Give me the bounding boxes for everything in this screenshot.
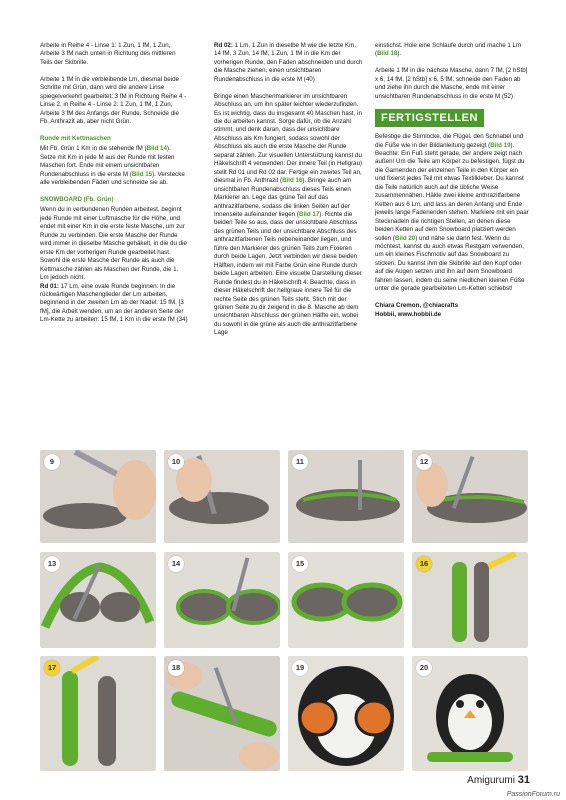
step-photo-19 (288, 656, 404, 771)
section-heading-snowboard: SNOWBOARD (Fb. Grün) (40, 195, 114, 203)
step-photo-13 (40, 552, 156, 648)
step-number-badge: 20 (416, 660, 432, 676)
step-number-badge: 18 (168, 660, 184, 676)
step-number-badge: 10 (168, 454, 184, 470)
paragraph: einstichst. Hole eine Schlaufe durch und mache 1 Lm (Bild 18). (375, 42, 522, 58)
step-number-badge: 15 (292, 556, 308, 572)
figure-ref: Bild 20 (394, 234, 416, 242)
step-photo-12 (412, 450, 528, 543)
figure-ref: Bild 17 (298, 211, 320, 218)
paragraph: Befestige die Stirnlocke, die Flügel, den Schnabel und die Füße wie in der Bildanleitung gezeigt (Bild 19). Beachte: Ein Fuß steht gerade, der andere zeigt nach außen! Um die Teile am Körper zu befestigen, fügst du die Garnenden der einzelnen Teile in den Körper ein und fixierst jedes Teil mit etwas Textilkleber. Du kannst die Teile natürlich auch auf die übliche Weise zusammennähen. Häkle zwei kleine anthrazitfarbene Ketten aus 6 Lm, und lass an deren Anfang und Ende jeweils lange Fadenenden stehen. Markiere mit ein paar Stecknadeln die richtigen Stellen, an denen diese beiden Ketten auf dem Snowboard platziert werden sollen (Bild 20) und nähe sie dann fest. Wenn du möchtest, kannst du auch etwas Restgarn verwenden, um ein kleines Fischmotiv auf das Snowboard zu sticken. Du kannst ihm die Skibrille auf den Kopf oder auf die Augen setzen und ihn auf dem Snowboard fahren lassen, indem du seine niedlichen kleinen Füße unter die gerade gearbeiteten Lm-Ketten schiebst! (375, 133, 529, 293)
step-photo-11 (288, 450, 404, 543)
paragraph: Rd 02: 1 Lm, 1 Zun in dieselbe M wie die letzte Km, 14 fM, 3 Zun, 14 fM, 1 Zun, 1 fM in die Km der vorherigen Runde, den Faden abschneiden und durch die Masche ziehen, einen unsichtbaren Rundenabschluss in die erste M (40) (214, 42, 363, 83)
step-number-badge: 17 (44, 660, 60, 676)
column-3 (375, 42, 529, 319)
watermark: PassionForum.ru (506, 791, 560, 798)
author-credit: Chiara Cremon, @chiacrafts (375, 302, 459, 310)
paragraph: Arbeite 1 fM in die nächste Masche, dann 7 fM, [2 hStb] x 6, 14 fM, [2 hStb] x 6, 5 fM, schneide den Faden ab und ziehe ihn durch die Masche, ende mit einer unsichtbaren Rundenabschluss in die erste M (52) (375, 67, 528, 100)
step-photo-10 (164, 450, 280, 543)
figure-ref: Bild 18 (377, 50, 398, 58)
source-credit: Hobbii, www.hobbii.de (375, 310, 442, 318)
step-number-badge: 16 (416, 556, 432, 572)
section-heading-fertigstellen: FERTIGSTELLEN (375, 109, 484, 127)
step-number-badge: 9 (44, 454, 60, 470)
step-photo-20 (412, 656, 528, 771)
step-photo-9 (40, 450, 156, 543)
figure-ref: Bild 19 (490, 141, 511, 149)
step-number-badge: 14 (168, 556, 184, 572)
paragraph: Arbeite in Reihe 4 - Linse 1: 1 Zun, 1 fM, 1 Zun, Arbeite 3 fM nach unten in Richtung des mittleren Teils der Skibrille. (40, 42, 176, 66)
section-heading-kettmaschen: Runde mit Kettmaschen (40, 134, 111, 142)
paragraph: Arbeite 1 fM in die verbleibende Lm, diesmal beide Schritte mit Grün, dann wird die andere Linse spiegelverkehrt gearbeitet: 3 fM in Richtung Reihe 4 - Linse 2, in Reihe 4 - Linse 2: 1 Zun, 1 fM, 1 Zun, Arbeite 3 fM des Anfangs der Runde. Schneide die Fb. Anthrazit ab, aber nicht Grün. (40, 75, 187, 126)
step-photo-14 (164, 552, 280, 648)
step-photo-17 (40, 656, 156, 771)
step-photo-18 (164, 656, 280, 771)
page-number: 31 (517, 774, 530, 786)
figure-ref: Bild 15 (131, 170, 153, 178)
page-footer (467, 774, 530, 786)
step-number-badge: 13 (44, 556, 60, 572)
paragraph: Bringe einen Maschenmarkierer im unsichtbaren Abschluss an, um ihn später leichter wiederzufinden. Es ist wichtig, dass du insgesamt 40 Maschen hast, in die du arbeiten kannst. Sorge dafür, ob die Anzahl stimmt, und denk daran, dass der unsichtbare Abschluss als Km fungiert, sodass sowohl der Abschluss als auch die erste Masche der Runde separat zählen. Zur visuellen Unterstützung kannst du Häkelschrift 4 verwenden: Der innere Teil (in Hellgrau) stellt Rd 01 und Rd 02 dar. Fertige ein zweites Teil an, diesmal in Fb. Anthrazit (Bild 16). Bringe auch am unsichtbaren Rundenabschluss dieses Teils einen Markierer an. Lege das grüne Teil auf das anthrazitfarbene, sodass die linken Seiten auf der Innenseite aufeinander liegen (Bild 17). Richte die beiden Teile so aus, dass der unsichtbare Abschluss des grünen Teils und der unsichtbare Abschluss des anthrazitfarbenen Teils nebeneinander liegen, und führe den Markierer des grünen Teils zum Fixieren durch beide Lagen. Jetzt verbinden wir diese beiden Hälften, indem wir mit Farbe Grün eine Runde durch beide Lagen arbeiten. Eine visuelle Darstellung dieser Runde findest du in Häkelschrift 4: Beachte, dass in dieser Häkelschrift der hellgraue innere Teil für die rechte Seite des grünen Teils steht. Stich mit der grünen Seite zu dir zeigend in die 8. Masche ab dem unsichtbaren Abschluss der grünen Hälfte ein, wobei du sowohl in die grüne als auch die anthrazitfarbene Lage (214, 92, 363, 337)
column-2 (214, 42, 364, 346)
figure-ref: Bild 16 (282, 177, 303, 185)
paragraph: Mit Fb. Grün 1 Km in die stehende fM (Bild 14). Setze mit Km in jede M aus der Runde mit festen Maschen fort. Ende mit einem unsichtbaren Rundenabschluss in die erste M (Bild 15). Verstecke alle verbleibenden Fäden und schneide sie ab. (40, 145, 185, 187)
magazine-name: Amigurumi (467, 775, 515, 786)
photo-grid (40, 450, 530, 780)
figure-ref: Bild 14 (146, 145, 167, 153)
paragraph: Rd 01: 17 Lm, eine ovale Runde beginnen: In die rückwärtigen Maschenglieder der Lm arbeiten, beginnend in der zweiten Lm ab der Nadel: 15 fM, [3 fM], die Arbeit wenden, um an der anderen Seite der Lm-Kette zu arbeiten: 15 fM, 1 Km in die erste fM (34) (40, 282, 188, 324)
step-photo-16 (412, 552, 528, 648)
step-photo-15 (288, 552, 404, 648)
step-number-badge: 11 (292, 454, 308, 470)
column-1 (40, 42, 188, 333)
step-number-badge: 19 (292, 660, 308, 676)
paragraph: Wenn du in verbundenen Runden arbeitest, beginnt jede Runde mit einer Luftmasche für die Höhe, und endet mit einer Km in die erste feste Masche, um zur Runde zu verbinden. Die erste Masche der Runde wird immer in dieselbe Masche gehäkelt, in die du die erste Km der vorherigen Runde gearbeitet hast. Sowohl die erste Masche der Runde als auch die Kettmasche zählen als Maschen der Runde, die 1. Lm jedoch nicht. (40, 206, 187, 282)
step-number-badge: 12 (416, 454, 432, 470)
